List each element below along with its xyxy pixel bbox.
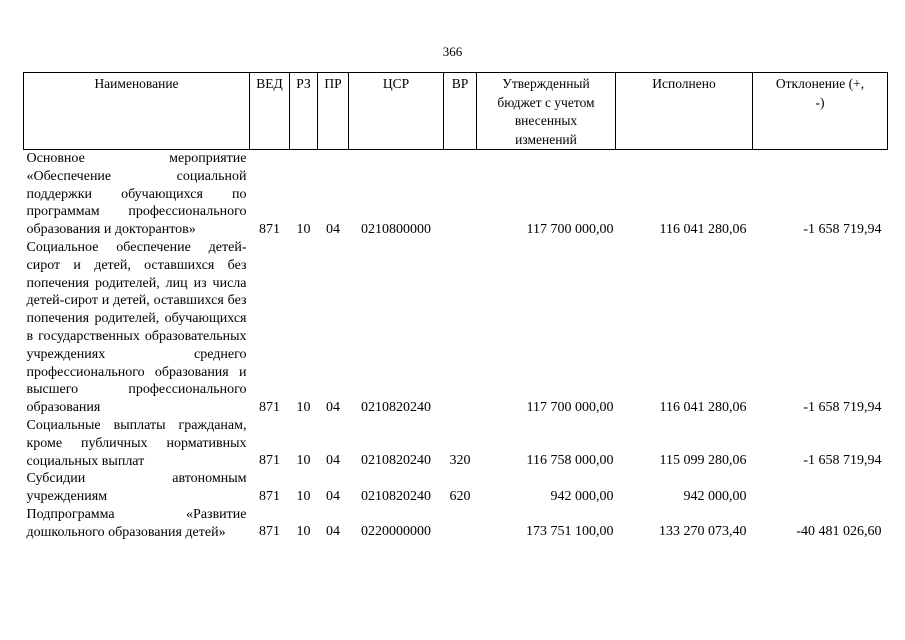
row-rz: 10 <box>296 524 311 540</box>
row-csr: 0220000000 <box>361 524 431 540</box>
row-executed: 116 041 280,06 <box>659 399 747 415</box>
row-name: Социальное обеспечение детей-сирот и детей, оставшихся без попечения родителей, лиц из числа детей-сирот и детей, оставшихся без попечения родителей, обучающихся в государственных образовательных учреждениях среднего профессионального образования и высшего профессионального образования <box>26 239 247 416</box>
row-pr: 04 <box>326 488 340 504</box>
header-name: Наименование <box>24 73 250 150</box>
row-deviation: -1 658 719,94 <box>803 452 882 468</box>
row-csr: 0210820240 <box>361 399 431 415</box>
row-csr: 0210820240 <box>361 488 431 504</box>
row-vr: 320 <box>449 452 471 468</box>
header-row <box>24 73 888 150</box>
table-row <box>24 239 888 417</box>
row-rz: 10 <box>296 221 311 237</box>
row-rz: 10 <box>296 399 311 415</box>
header-ved: ВЕД <box>250 73 290 150</box>
table-row <box>24 417 888 470</box>
row-deviation: -40 481 026,60 <box>796 524 882 540</box>
row-name: Субсидии автономным учреждениям <box>26 471 247 505</box>
header-executed: Исполнено <box>616 73 753 150</box>
row-rz: 10 <box>296 488 311 504</box>
table-body <box>24 150 888 542</box>
header-deviation: Отклонение (+, -) <box>753 73 888 150</box>
row-csr: 0210800000 <box>361 221 431 237</box>
row-approved: 117 700 000,00 <box>526 221 614 237</box>
header-rz: РЗ <box>290 73 318 150</box>
row-executed: 115 099 280,06 <box>659 452 747 468</box>
row-ved: 871 <box>259 221 280 237</box>
row-executed: 116 041 280,06 <box>659 221 747 237</box>
row-approved: 942 000,00 <box>550 488 614 504</box>
row-csr: 0210820240 <box>361 452 431 468</box>
page-number: 366 <box>442 44 463 59</box>
row-approved: 117 700 000,00 <box>526 399 614 415</box>
row-pr: 04 <box>326 524 340 540</box>
row-vr <box>444 150 477 239</box>
header-vr: ВР <box>444 73 477 150</box>
row-ved: 871 <box>259 524 280 540</box>
budget-table <box>23 72 888 542</box>
header-approved: Утвержденный бюджет с учетом внесенных изменений <box>477 73 616 150</box>
row-vr <box>444 239 477 417</box>
row-ved: 871 <box>259 399 280 415</box>
row-pr: 04 <box>326 221 340 237</box>
row-approved: 116 758 000,00 <box>526 452 614 468</box>
row-rz: 10 <box>296 452 311 468</box>
row-pr: 04 <box>326 399 340 415</box>
header-csr: ЦСР <box>349 73 444 150</box>
row-vr <box>444 506 477 542</box>
header-pr: ПР <box>318 73 349 150</box>
row-name: Социальные выплаты гражданам, кроме публичных нормативных социальных выплат <box>26 417 247 469</box>
row-vr: 620 <box>449 488 471 504</box>
row-deviation: -1 658 719,94 <box>803 399 882 415</box>
row-name: Основное мероприятие «Обеспечение социальной поддержки обучающихся по программам профессионального образования и докторантов» <box>26 151 247 238</box>
table-header <box>24 73 888 150</box>
row-approved: 173 751 100,00 <box>526 524 614 540</box>
row-ved: 871 <box>259 452 280 468</box>
row-executed: 942 000,00 <box>683 488 747 504</box>
row-name: Подпрограмма «Развитие дошкольного образования детей» <box>26 506 247 540</box>
row-pr: 04 <box>326 452 340 468</box>
table-row <box>24 150 888 239</box>
table-row <box>24 506 888 542</box>
row-ved: 871 <box>259 488 280 504</box>
row-deviation <box>753 470 888 506</box>
row-executed: 133 270 073,40 <box>659 524 747 540</box>
row-deviation: -1 658 719,94 <box>803 221 882 237</box>
table-row <box>24 470 888 506</box>
